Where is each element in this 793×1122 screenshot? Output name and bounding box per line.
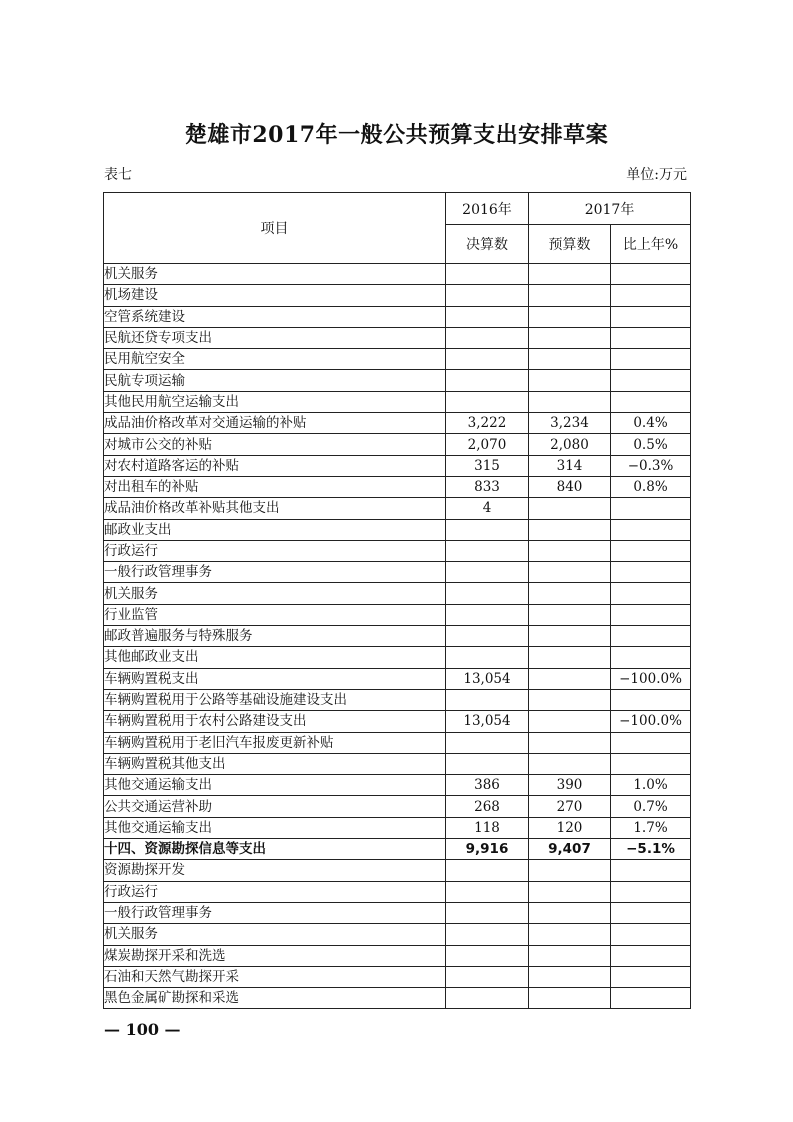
row-final-2016: 118 bbox=[446, 817, 529, 838]
page-number: — 100 — bbox=[104, 1020, 181, 1039]
row-item-name: 邮政业支出 bbox=[104, 519, 446, 540]
row-final-2016: 833 bbox=[446, 476, 529, 497]
row-budget-2017: 2,080 bbox=[529, 434, 611, 455]
row-item-name: 行政运行 bbox=[104, 881, 446, 902]
row-change-pct bbox=[611, 626, 691, 647]
row-budget-2017 bbox=[529, 540, 611, 561]
table-row bbox=[104, 349, 691, 370]
row-final-2016 bbox=[446, 540, 529, 561]
row-budget-2017 bbox=[529, 519, 611, 540]
row-item-name: 一般行政管理事务 bbox=[104, 902, 446, 923]
row-final-2016: 268 bbox=[446, 796, 529, 817]
row-budget-2017 bbox=[529, 668, 611, 689]
row-budget-2017: 3,234 bbox=[529, 413, 611, 434]
table-row bbox=[104, 498, 691, 519]
row-change-pct bbox=[611, 540, 691, 561]
row-final-2016 bbox=[446, 902, 529, 923]
row-final-2016: 13,054 bbox=[446, 711, 529, 732]
row-item-name: 行政运行 bbox=[104, 540, 446, 561]
row-budget-2017 bbox=[529, 498, 611, 519]
row-final-2016 bbox=[446, 924, 529, 945]
row-change-pct: −0.3% bbox=[611, 455, 691, 476]
row-final-2016 bbox=[446, 562, 529, 583]
row-item-name: 成品油价格改革对交通运输的补贴 bbox=[104, 413, 446, 434]
row-change-pct bbox=[611, 327, 691, 348]
table-row bbox=[104, 966, 691, 987]
row-change-pct bbox=[611, 689, 691, 710]
page-title: 楚雄市2017年一般公共预算支出安排草案 bbox=[184, 122, 609, 148]
table-row bbox=[104, 583, 691, 604]
table-row bbox=[104, 924, 691, 945]
row-budget-2017: 120 bbox=[529, 817, 611, 838]
row-item-name: 对出租车的补贴 bbox=[104, 476, 446, 497]
row-final-2016 bbox=[446, 604, 529, 625]
row-final-2016: 315 bbox=[446, 455, 529, 476]
row-change-pct bbox=[611, 860, 691, 881]
row-change-pct: −100.0% bbox=[611, 711, 691, 732]
row-final-2016 bbox=[446, 306, 529, 327]
row-final-2016 bbox=[446, 391, 529, 412]
row-change-pct bbox=[611, 732, 691, 753]
header-item: 项目 bbox=[104, 193, 446, 264]
row-item-name: 对农村道路客运的补贴 bbox=[104, 455, 446, 476]
row-budget-2017 bbox=[529, 924, 611, 945]
unit-label: 单位:万元 bbox=[626, 167, 687, 183]
row-budget-2017 bbox=[529, 391, 611, 412]
row-change-pct: 0.8% bbox=[611, 476, 691, 497]
row-final-2016: 13,054 bbox=[446, 668, 529, 689]
table-row bbox=[104, 264, 691, 285]
row-budget-2017: 9,407 bbox=[529, 839, 611, 860]
row-budget-2017 bbox=[529, 902, 611, 923]
table-row bbox=[104, 647, 691, 668]
row-item-name: 机场建设 bbox=[104, 285, 446, 306]
row-item-name: 民航专项运输 bbox=[104, 370, 446, 391]
row-item-name: 资源勘探开发 bbox=[104, 860, 446, 881]
row-budget-2017 bbox=[529, 306, 611, 327]
row-change-pct bbox=[611, 306, 691, 327]
row-final-2016: 386 bbox=[446, 775, 529, 796]
row-budget-2017 bbox=[529, 689, 611, 710]
row-change-pct bbox=[611, 391, 691, 412]
row-item-name: 煤炭勘探开采和洗选 bbox=[104, 945, 446, 966]
row-budget-2017: 314 bbox=[529, 455, 611, 476]
row-change-pct bbox=[611, 881, 691, 902]
row-final-2016 bbox=[446, 349, 529, 370]
table-row bbox=[104, 540, 691, 561]
row-final-2016: 2,070 bbox=[446, 434, 529, 455]
row-change-pct bbox=[611, 519, 691, 540]
row-budget-2017 bbox=[529, 753, 611, 774]
row-budget-2017 bbox=[529, 860, 611, 881]
row-item-name: 一般行政管理事务 bbox=[104, 562, 446, 583]
row-item-name: 公共交通运营补助 bbox=[104, 796, 446, 817]
row-final-2016 bbox=[446, 945, 529, 966]
row-change-pct bbox=[611, 264, 691, 285]
table-row bbox=[104, 881, 691, 902]
row-final-2016 bbox=[446, 966, 529, 987]
table-row bbox=[104, 370, 691, 391]
row-item-name: 其他交通运输支出 bbox=[104, 775, 446, 796]
table-row bbox=[104, 796, 691, 817]
row-final-2016 bbox=[446, 881, 529, 902]
row-item-name: 邮政普遍服务与特殊服务 bbox=[104, 626, 446, 647]
row-change-pct: −100.0% bbox=[611, 668, 691, 689]
row-final-2016: 4 bbox=[446, 498, 529, 519]
table-row bbox=[104, 988, 691, 1009]
row-final-2016 bbox=[446, 988, 529, 1009]
row-item-name: 机关服务 bbox=[104, 924, 446, 945]
table-row bbox=[104, 455, 691, 476]
row-budget-2017 bbox=[529, 327, 611, 348]
row-final-2016 bbox=[446, 753, 529, 774]
row-item-name: 机关服务 bbox=[104, 583, 446, 604]
table-row bbox=[104, 391, 691, 412]
table-row bbox=[104, 434, 691, 455]
row-item-name: 石油和天然气勘探开采 bbox=[104, 966, 446, 987]
table-row bbox=[104, 817, 691, 838]
table-row bbox=[104, 753, 691, 774]
row-final-2016 bbox=[446, 732, 529, 753]
row-final-2016 bbox=[446, 860, 529, 881]
row-final-2016 bbox=[446, 583, 529, 604]
row-change-pct bbox=[611, 753, 691, 774]
row-change-pct: 1.0% bbox=[611, 775, 691, 796]
row-budget-2017: 270 bbox=[529, 796, 611, 817]
row-final-2016: 3,222 bbox=[446, 413, 529, 434]
row-final-2016 bbox=[446, 285, 529, 306]
row-change-pct bbox=[611, 583, 691, 604]
header-change: 比上年% bbox=[611, 225, 691, 264]
row-final-2016 bbox=[446, 689, 529, 710]
header-year-2017: 2017年 bbox=[529, 193, 691, 225]
row-final-2016 bbox=[446, 370, 529, 391]
table-row bbox=[104, 285, 691, 306]
table-row bbox=[104, 476, 691, 497]
row-budget-2017 bbox=[529, 966, 611, 987]
row-change-pct bbox=[611, 604, 691, 625]
row-item-name: 对城市公交的补贴 bbox=[104, 434, 446, 455]
row-item-name: 机关服务 bbox=[104, 264, 446, 285]
row-item-name: 空管系统建设 bbox=[104, 306, 446, 327]
row-change-pct: 0.5% bbox=[611, 434, 691, 455]
row-item-name: 行业监管 bbox=[104, 604, 446, 625]
row-item-name: 其他交通运输支出 bbox=[104, 817, 446, 838]
table-row bbox=[104, 604, 691, 625]
row-budget-2017 bbox=[529, 945, 611, 966]
row-item-name: 车辆购置税用于老旧汽车报废更新补贴 bbox=[104, 732, 446, 753]
row-budget-2017 bbox=[529, 604, 611, 625]
row-final-2016: 9,916 bbox=[446, 839, 529, 860]
row-change-pct bbox=[611, 562, 691, 583]
row-budget-2017 bbox=[529, 583, 611, 604]
row-item-name: 十四、资源勘探信息等支出 bbox=[104, 839, 446, 860]
row-budget-2017 bbox=[529, 881, 611, 902]
table-row bbox=[104, 562, 691, 583]
table-label: 表七 bbox=[104, 167, 132, 183]
row-item-name: 其他民用航空运输支出 bbox=[104, 391, 446, 412]
row-final-2016 bbox=[446, 519, 529, 540]
row-budget-2017 bbox=[529, 285, 611, 306]
row-budget-2017 bbox=[529, 647, 611, 668]
row-budget-2017 bbox=[529, 349, 611, 370]
budget-table bbox=[103, 192, 691, 1009]
row-change-pct: 1.7% bbox=[611, 817, 691, 838]
row-change-pct bbox=[611, 902, 691, 923]
row-change-pct: 0.7% bbox=[611, 796, 691, 817]
row-item-name: 车辆购置税其他支出 bbox=[104, 753, 446, 774]
header-final-accounts: 决算数 bbox=[446, 225, 529, 264]
table-row bbox=[104, 945, 691, 966]
row-change-pct bbox=[611, 945, 691, 966]
table-row bbox=[104, 732, 691, 753]
header-budget: 预算数 bbox=[529, 225, 611, 264]
table-row bbox=[104, 775, 691, 796]
row-budget-2017 bbox=[529, 732, 611, 753]
row-budget-2017 bbox=[529, 370, 611, 391]
row-item-name: 成品油价格改革补贴其他支出 bbox=[104, 498, 446, 519]
row-item-name: 黑色金属矿勘探和采选 bbox=[104, 988, 446, 1009]
table-row bbox=[104, 689, 691, 710]
row-item-name: 民航还贷专项支出 bbox=[104, 327, 446, 348]
row-final-2016 bbox=[446, 626, 529, 647]
row-item-name: 车辆购置税用于公路等基础设施建设支出 bbox=[104, 689, 446, 710]
row-change-pct bbox=[611, 285, 691, 306]
row-change-pct bbox=[611, 647, 691, 668]
row-budget-2017: 390 bbox=[529, 775, 611, 796]
table-row bbox=[104, 860, 691, 881]
row-change-pct: −5.1% bbox=[611, 839, 691, 860]
row-change-pct: 0.4% bbox=[611, 413, 691, 434]
table-row bbox=[104, 839, 691, 860]
row-budget-2017 bbox=[529, 626, 611, 647]
row-final-2016 bbox=[446, 647, 529, 668]
table-row bbox=[104, 306, 691, 327]
row-change-pct bbox=[611, 966, 691, 987]
table-row bbox=[104, 413, 691, 434]
row-item-name: 车辆购置税支出 bbox=[104, 668, 446, 689]
row-change-pct bbox=[611, 498, 691, 519]
row-budget-2017 bbox=[529, 264, 611, 285]
table-row bbox=[104, 711, 691, 732]
row-final-2016 bbox=[446, 327, 529, 348]
row-change-pct bbox=[611, 988, 691, 1009]
table-row bbox=[104, 668, 691, 689]
row-item-name: 车辆购置税用于农村公路建设支出 bbox=[104, 711, 446, 732]
table-body bbox=[104, 264, 691, 1009]
row-budget-2017: 840 bbox=[529, 476, 611, 497]
row-item-name: 其他邮政业支出 bbox=[104, 647, 446, 668]
row-budget-2017 bbox=[529, 711, 611, 732]
row-budget-2017 bbox=[529, 988, 611, 1009]
table-row bbox=[104, 327, 691, 348]
row-item-name: 民用航空安全 bbox=[104, 349, 446, 370]
table-row bbox=[104, 626, 691, 647]
table-row bbox=[104, 902, 691, 923]
row-change-pct bbox=[611, 370, 691, 391]
row-change-pct bbox=[611, 924, 691, 945]
row-budget-2017 bbox=[529, 562, 611, 583]
header-year-2016: 2016年 bbox=[446, 193, 529, 225]
row-change-pct bbox=[611, 349, 691, 370]
table-row bbox=[104, 519, 691, 540]
row-final-2016 bbox=[446, 264, 529, 285]
